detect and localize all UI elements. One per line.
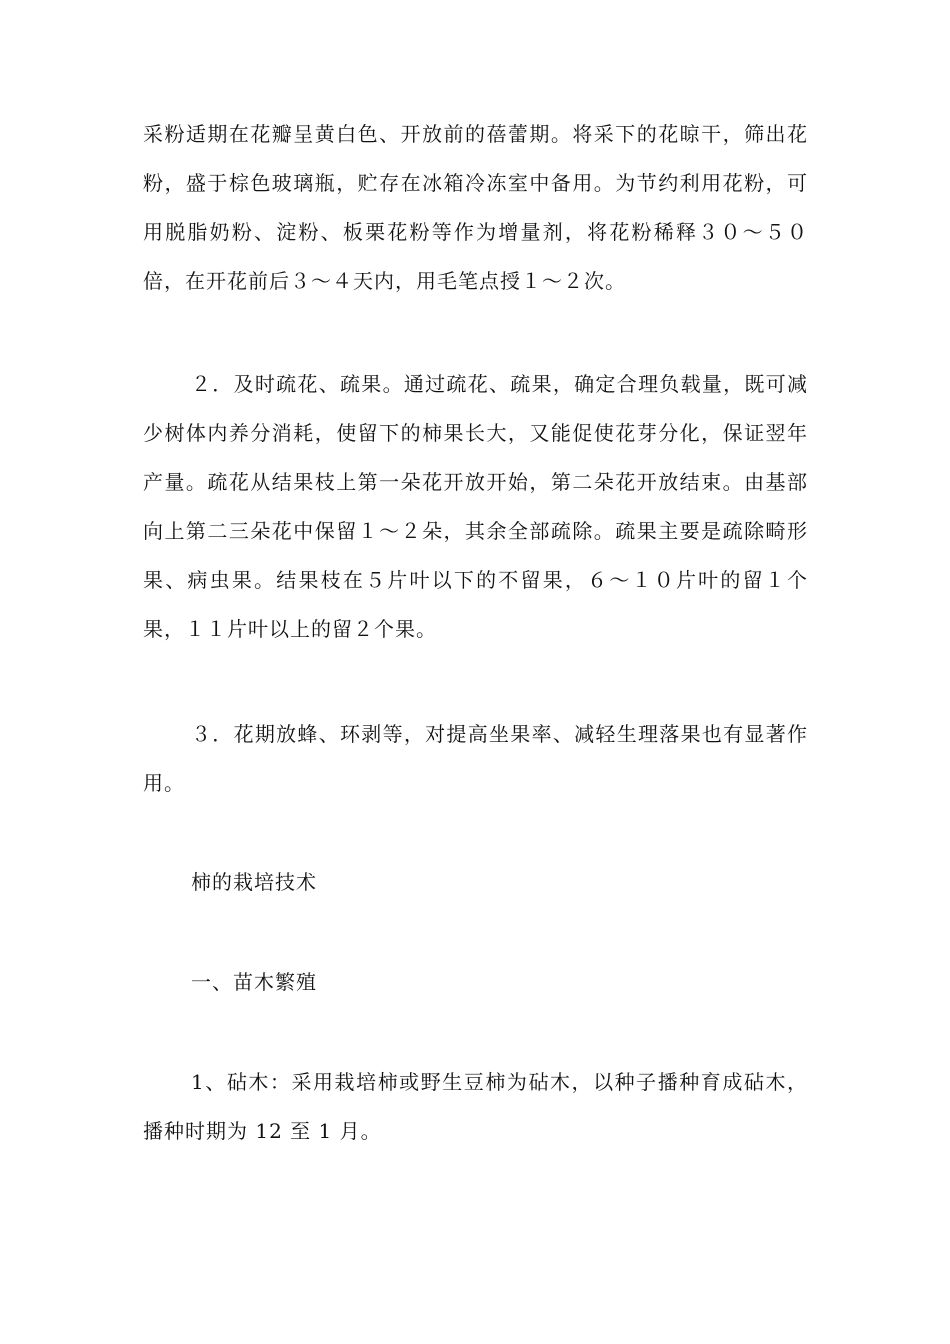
section-heading-cultivation: 柿的栽培技术 [191, 870, 317, 894]
paragraph-pollen-collection: 采粉适期在花瓣呈黄白色、开放前的蓓蕾期。将采下的花晾干，筛出花粉，盛于棕色玻璃瓶，贮存在冰箱冷冻室中备用。为节约利用花粉，可用脱脂奶粉、淀粉、板栗花粉等作为增量剂，将花粉稀释３０～５０倍，在开花前后３～４天内，用毛笔点授１～２次。 [143, 122, 808, 293]
paragraph-rootstock: 1、砧木：采用栽培柿或野生豆柿为砧木，以种子播种育成砧木，播种时期为 12 至 1 月。 [143, 1070, 808, 1143]
section-heading-propagation: 一、苗木繁殖 [191, 970, 317, 994]
paragraph-thinning: ２．及时疏花、疏果。通过疏花、疏果，确定合理负载量，既可减少树体内养分消耗，使留下的柿果长大，又能促使花芽分化，保证翌年产量。疏花从结果枝上第一朵花开放开始，第二朵花开放结束。由基部向上第二三朵花中保留１～２朵，其余全部疏除。疏果主要是疏除畸形果、病虫果。结果枝在５片叶以下的不留果，６～１０片叶的留１个果，１１片叶以上的留２个果。 [143, 372, 808, 641]
paragraph-bee-release: ３．花期放蜂、环剥等，对提高坐果率、减轻生理落果也有显著作用。 [143, 722, 808, 795]
